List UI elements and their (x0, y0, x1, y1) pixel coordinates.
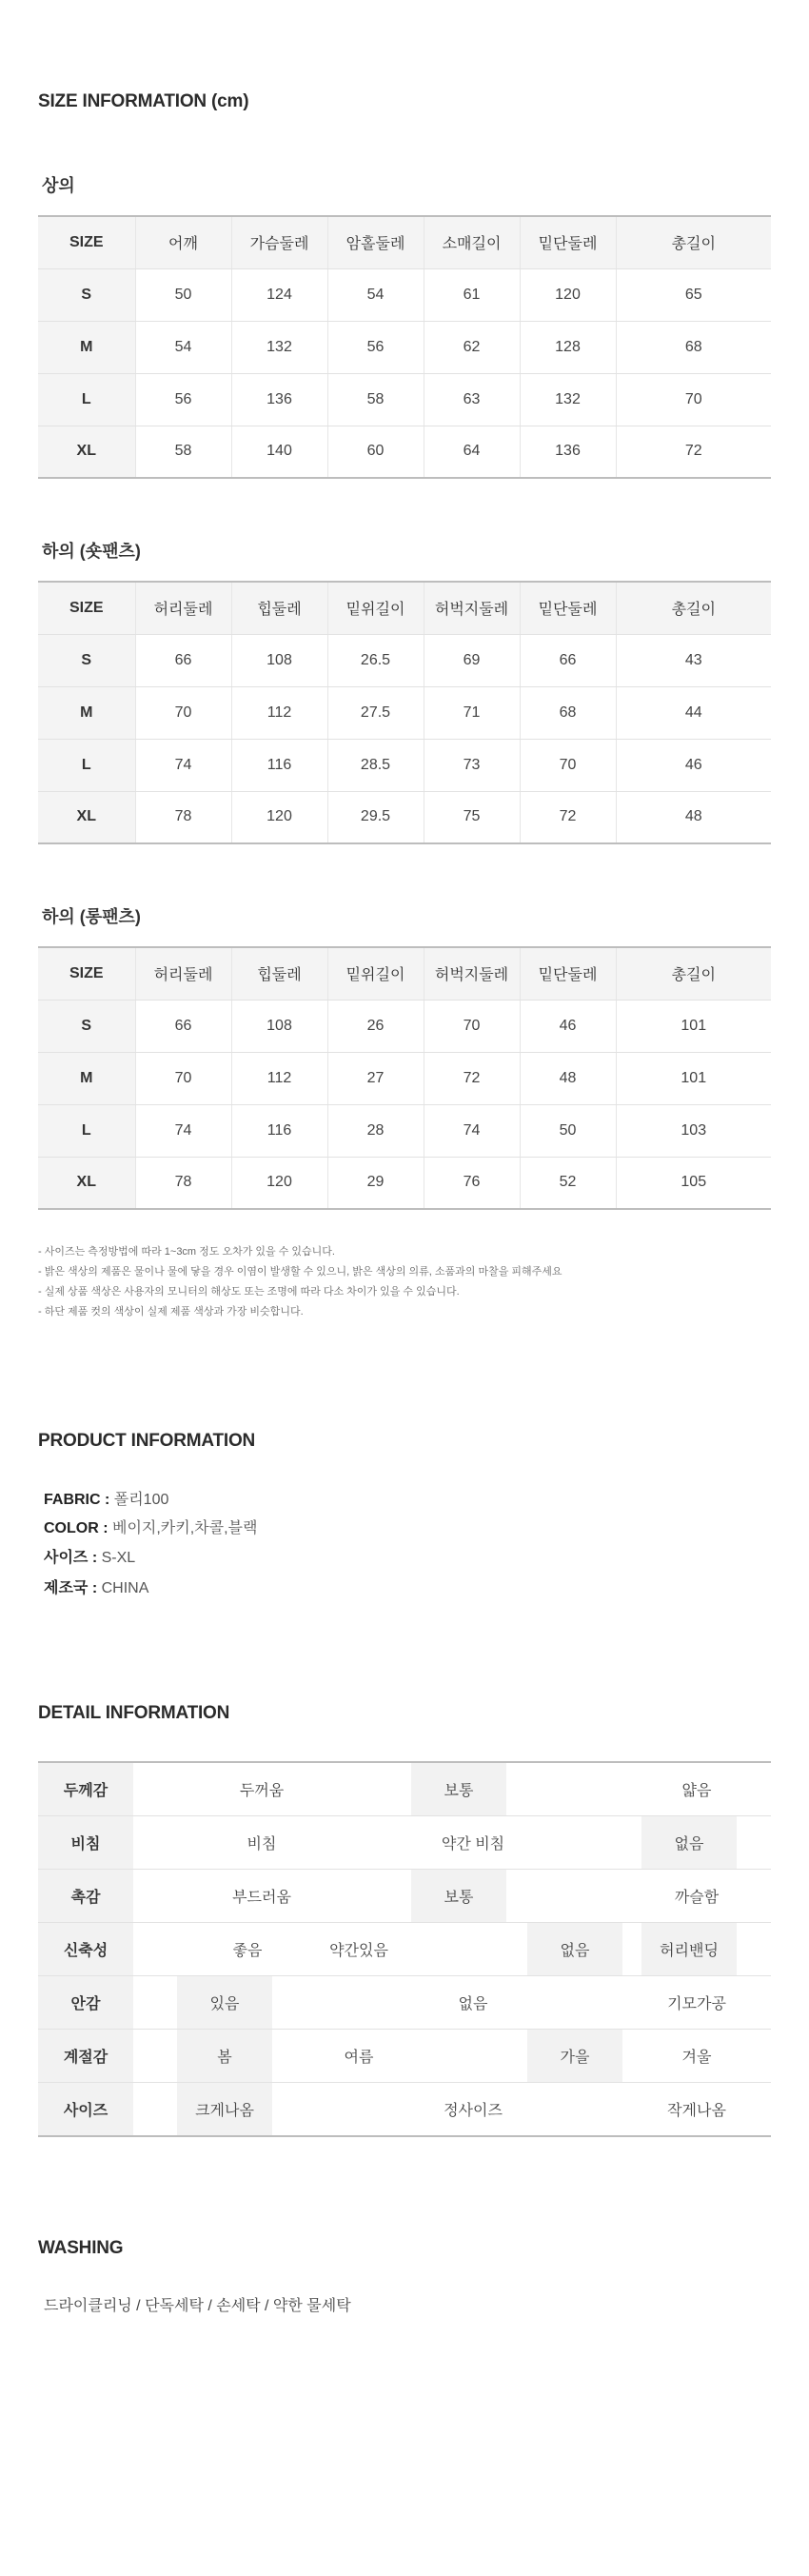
detail-option: 작게나옴 (667, 2103, 726, 2119)
table-cell: L (38, 739, 135, 791)
table-cell: 68 (616, 321, 771, 373)
note-line: - 사이즈는 측정방법에 따라 1~3cm 정도 오차가 있을 수 있습니다. (38, 1246, 335, 1258)
table-cell: 48 (520, 1052, 616, 1104)
column-header: 밑위길이 (327, 582, 424, 634)
column-header: 밑단둘레 (520, 947, 616, 1000)
detail-table (38, 1761, 771, 2137)
table-row (38, 1052, 771, 1104)
table-cell: 74 (135, 739, 231, 791)
table-cell: 68 (520, 686, 616, 739)
column-header: 허리둘레 (135, 947, 231, 1000)
table-cell: M (38, 686, 135, 739)
size-table (38, 215, 771, 479)
column-header: 힙둘레 (231, 582, 327, 634)
column-header: 암홀둘레 (327, 216, 424, 268)
table-row (38, 426, 771, 478)
table-cell: 76 (424, 1157, 520, 1209)
table-header-row (38, 947, 771, 1000)
column-header: 가슴둘레 (231, 216, 327, 268)
table-cell: 66 (135, 634, 231, 686)
detail-label: 촉감 (38, 1870, 133, 1922)
table-cell: S (38, 1000, 135, 1052)
table-cell: 78 (135, 1157, 231, 1209)
column-header: 밑단둘레 (520, 582, 616, 634)
column-header: 총길이 (616, 582, 771, 634)
size-table-title: 상의 (42, 176, 75, 195)
table-cell: 74 (424, 1104, 520, 1157)
table-cell: 28.5 (327, 739, 424, 791)
detail-label: 두께감 (38, 1763, 133, 1815)
table-cell: 70 (616, 373, 771, 426)
detail-option-selected: 허리밴딩 (641, 1923, 737, 1975)
size-table (38, 581, 771, 844)
size-notes (38, 1242, 562, 1322)
column-header: 총길이 (616, 947, 771, 1000)
table-cell: 120 (231, 791, 327, 843)
detail-option-selected: 없음 (527, 1923, 622, 1975)
table-cell: M (38, 1052, 135, 1104)
table-cell: 27 (327, 1052, 424, 1104)
table-cell: 60 (327, 426, 424, 478)
detail-label: 비침 (38, 1816, 133, 1869)
size-information-title: SIZE INFORMATION (cm) (38, 91, 249, 111)
size-table-title: 하의 (숏팬츠) (42, 542, 141, 561)
detail-option-selected: 가을 (527, 2030, 622, 2082)
table-cell: 26.5 (327, 634, 424, 686)
product-label: 제조국 : (44, 1580, 98, 1596)
product-value: 폴리100 (109, 1492, 169, 1508)
table-cell: 112 (231, 686, 327, 739)
table-cell: 27.5 (327, 686, 424, 739)
table-cell: 50 (520, 1104, 616, 1157)
table-cell: 62 (424, 321, 520, 373)
column-header: 어깨 (135, 216, 231, 268)
table-cell: 72 (520, 791, 616, 843)
table-cell: 26 (327, 1000, 424, 1052)
table-header-row (38, 582, 771, 634)
column-header: 소매길이 (424, 216, 520, 268)
table-cell: 120 (520, 268, 616, 321)
table-cell: 54 (135, 321, 231, 373)
table-row (38, 1000, 771, 1052)
detail-row (38, 1816, 771, 1870)
table-cell: 50 (135, 268, 231, 321)
table-cell: 101 (616, 1052, 771, 1104)
detail-row (38, 1870, 771, 1923)
table-cell: 61 (424, 268, 520, 321)
size-table-title: 하의 (롱팬츠) (42, 907, 141, 926)
table-cell: 70 (135, 1052, 231, 1104)
table-cell: 103 (616, 1104, 771, 1157)
table-header-row (38, 216, 771, 268)
table-cell: 75 (424, 791, 520, 843)
table-cell: 71 (424, 686, 520, 739)
table-cell: 64 (424, 426, 520, 478)
table-cell: M (38, 321, 135, 373)
product-label: 사이즈 : (44, 1550, 98, 1566)
note-line: - 하단 제품 컷의 색상이 실제 제품 색상과 가장 비슷합니다. (38, 1306, 304, 1318)
table-cell: 132 (231, 321, 327, 373)
table-cell: 136 (520, 426, 616, 478)
table-cell: 65 (616, 268, 771, 321)
table-row (38, 686, 771, 739)
column-header: 허벅지둘레 (424, 582, 520, 634)
table-cell: 74 (135, 1104, 231, 1157)
table-cell: 70 (135, 686, 231, 739)
product-size (44, 1545, 135, 1567)
product-color (44, 1516, 257, 1537)
product-origin (44, 1575, 148, 1597)
table-cell: 72 (684, 443, 702, 460)
product-value: CHINA (97, 1580, 149, 1596)
table-row (38, 739, 771, 791)
detail-option: 약간있음 (329, 1943, 388, 1959)
column-header: 총길이 (616, 216, 771, 268)
column-header: SIZE (38, 582, 135, 634)
table-cell: 116 (231, 739, 327, 791)
note-line: - 밝은 색상의 제품은 물이나 물에 닿을 경우 이염이 발생할 수 있으니, 밝은 색상의 의류, 소품과의 마찰을 피해주세요 (38, 1266, 562, 1278)
size-table (38, 946, 771, 1210)
detail-option: 정사이즈 (444, 2103, 503, 2119)
column-header: 허벅지둘레 (424, 947, 520, 1000)
column-header: 밑단둘레 (520, 216, 616, 268)
table-cell: 43 (616, 634, 771, 686)
table-cell: 56 (135, 373, 231, 426)
column-header: 허리둘레 (135, 582, 231, 634)
column-header: 힙둘레 (231, 947, 327, 1000)
table-row (38, 1104, 771, 1157)
detail-option-selected: 크게나옴 (177, 2083, 272, 2135)
table-cell: 73 (424, 739, 520, 791)
product-value: 베이지,카키,차콜,블랙 (108, 1520, 258, 1536)
detail-option-selected: 없음 (641, 1816, 737, 1869)
table-cell: 66 (520, 634, 616, 686)
table-cell: 70 (424, 1000, 520, 1052)
detail-option: 없음 (458, 1996, 488, 2012)
detail-option-selected: 있음 (177, 1976, 272, 2029)
table-cell: 29 (327, 1157, 424, 1209)
table-cell: 108 (231, 1000, 327, 1052)
table-cell: 29.5 (327, 791, 424, 843)
column-header: SIZE (38, 216, 135, 268)
table-cell: 72 (424, 1052, 520, 1104)
table-cell: 101 (616, 1000, 771, 1052)
table-cell: S (38, 634, 135, 686)
table-cell: 116 (231, 1104, 327, 1157)
table-cell: 128 (520, 321, 616, 373)
table-cell: XL (38, 426, 135, 478)
table-cell: 44 (616, 686, 771, 739)
table-cell: 54 (327, 268, 424, 321)
detail-option: 까슬함 (674, 1890, 720, 1906)
table-cell: 136 (231, 373, 327, 426)
detail-option: 겨울 (681, 2050, 712, 2066)
table-cell: L (38, 373, 135, 426)
table-cell: 78 (135, 791, 231, 843)
table-row (38, 268, 771, 321)
table-cell: 63 (424, 373, 520, 426)
detail-row (38, 2083, 771, 2137)
table-cell: 112 (231, 1052, 327, 1104)
column-header: 밑위길이 (327, 947, 424, 1000)
washing-text: 드라이클리닝 / 단독세탁 / 손세탁 / 약한 물세탁 (44, 2298, 351, 2314)
detail-option: 비침 (247, 1836, 277, 1853)
detail-option-selected: 보통 (411, 1870, 506, 1922)
table-row (38, 634, 771, 686)
detail-label: 신축성 (38, 1923, 133, 1975)
table-cell: 108 (231, 634, 327, 686)
washing-title: WASHING (38, 2238, 124, 2258)
detail-row (38, 2030, 771, 2083)
product-fabric (44, 1487, 168, 1509)
table-cell: S (38, 268, 135, 321)
detail-option: 부드러움 (232, 1890, 291, 1906)
column-header: SIZE (38, 947, 135, 1000)
table-cell: 48 (684, 808, 702, 825)
detail-option-selected: 봄 (177, 2030, 272, 2082)
detail-option: 좋음 (232, 1943, 263, 1959)
table-cell: 52 (520, 1157, 616, 1209)
detail-row (38, 1923, 771, 1976)
table-cell: 56 (327, 321, 424, 373)
detail-option: 기모가공 (667, 1996, 726, 2012)
table-cell: 46 (616, 739, 771, 791)
table-cell: 120 (231, 1157, 327, 1209)
table-row (38, 791, 771, 843)
detail-row (38, 1762, 771, 1816)
detail-label: 사이즈 (38, 2083, 133, 2135)
table-cell: 70 (520, 739, 616, 791)
table-cell: 132 (520, 373, 616, 426)
table-cell: 69 (424, 634, 520, 686)
table-row (38, 321, 771, 373)
detail-label: 안감 (38, 1976, 133, 2029)
product-label: COLOR : (44, 1520, 109, 1536)
detail-information-title: DETAIL INFORMATION (38, 1703, 230, 1723)
table-row (38, 1157, 771, 1209)
table-cell: 58 (327, 373, 424, 426)
table-cell: 124 (231, 268, 327, 321)
table-cell: 140 (231, 426, 327, 478)
table-cell: L (38, 1104, 135, 1157)
detail-option: 약간 비침 (441, 1836, 505, 1853)
table-cell: XL (38, 791, 135, 843)
table-cell: 28 (327, 1104, 424, 1157)
table-row (38, 373, 771, 426)
table-cell: 58 (135, 426, 231, 478)
table-cell: XL (38, 1157, 135, 1209)
detail-option: 두꺼움 (239, 1783, 285, 1799)
note-line: - 실제 상품 색상은 사용자의 모니터의 해상도 또는 조명에 따라 다소 차이가 있을 수 있습니다. (38, 1286, 460, 1298)
product-label: FABRIC : (44, 1492, 110, 1508)
table-cell: 66 (135, 1000, 231, 1052)
detail-option: 얇음 (681, 1783, 712, 1799)
detail-row (38, 1976, 771, 2030)
table-cell: 105 (681, 1174, 707, 1191)
detail-label: 계절감 (38, 2030, 133, 2082)
product-value: S-XL (97, 1550, 136, 1566)
detail-option-selected: 보통 (411, 1763, 506, 1815)
product-information-title: PRODUCT INFORMATION (38, 1431, 256, 1451)
detail-option: 여름 (344, 2050, 374, 2066)
table-cell: 46 (520, 1000, 616, 1052)
